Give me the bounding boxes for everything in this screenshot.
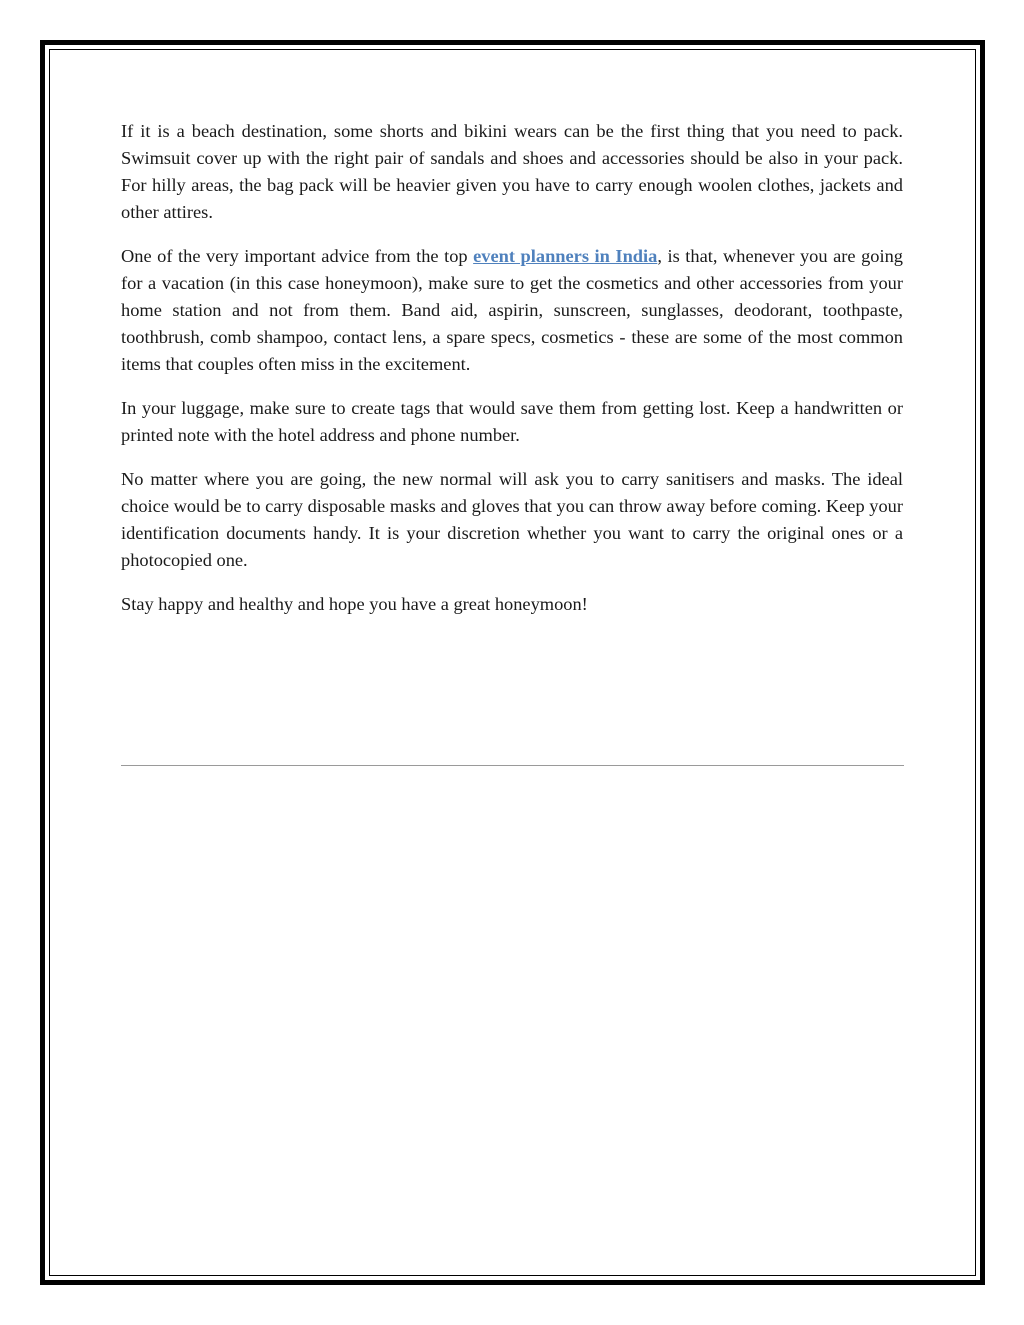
paragraph-text-before-link: One of the very important advice from the top (121, 246, 474, 266)
footer-divider (121, 765, 904, 766)
document-body (121, 118, 903, 635)
paragraph-luggage-tags: In your luggage, make sure to create tags that would save them from getting lost. Keep a handwritten or printed note with the hotel address and phone number. (121, 398, 903, 445)
paragraph-new-normal: No matter where you are going, the new normal will ask you to carry sanitisers and masks. The ideal choice would be to carry disposable masks and gloves that you can throw away before coming. Keep your identification documents handy. It is your discretion whether you want to carry the original ones or a photocopied one. (121, 469, 903, 570)
event-planners-link[interactable]: event planners in India (473, 246, 658, 266)
paragraph-beach-packing: If it is a beach destination, some shorts and bikini wears can be the first thing that you need to pack. Swimsuit cover up with the right pair of sandals and shoes and accessories should be also in your pack. For hilly areas, the bag pack will be heavier given you have to carry enough woolen clothes, jackets and other attires. (121, 121, 903, 222)
paragraph-event-planner-advice (121, 243, 903, 378)
paragraph-closing: Stay happy and healthy and hope you have a great honeymoon! (121, 594, 588, 614)
paragraph-text-after-link: , is that, whenever you are going for a vacation (in this case honeymoon), make sure to get the cosmetics and other accessories from your home station and not from them. Band aid, aspirin, sunscreen, sunglasses, deodorant, toothpaste, toothbrush, comb shampoo, contact lens, a spare specs, cosmetics - these are some of the most common items that couples often miss in the excitement. (121, 246, 903, 374)
